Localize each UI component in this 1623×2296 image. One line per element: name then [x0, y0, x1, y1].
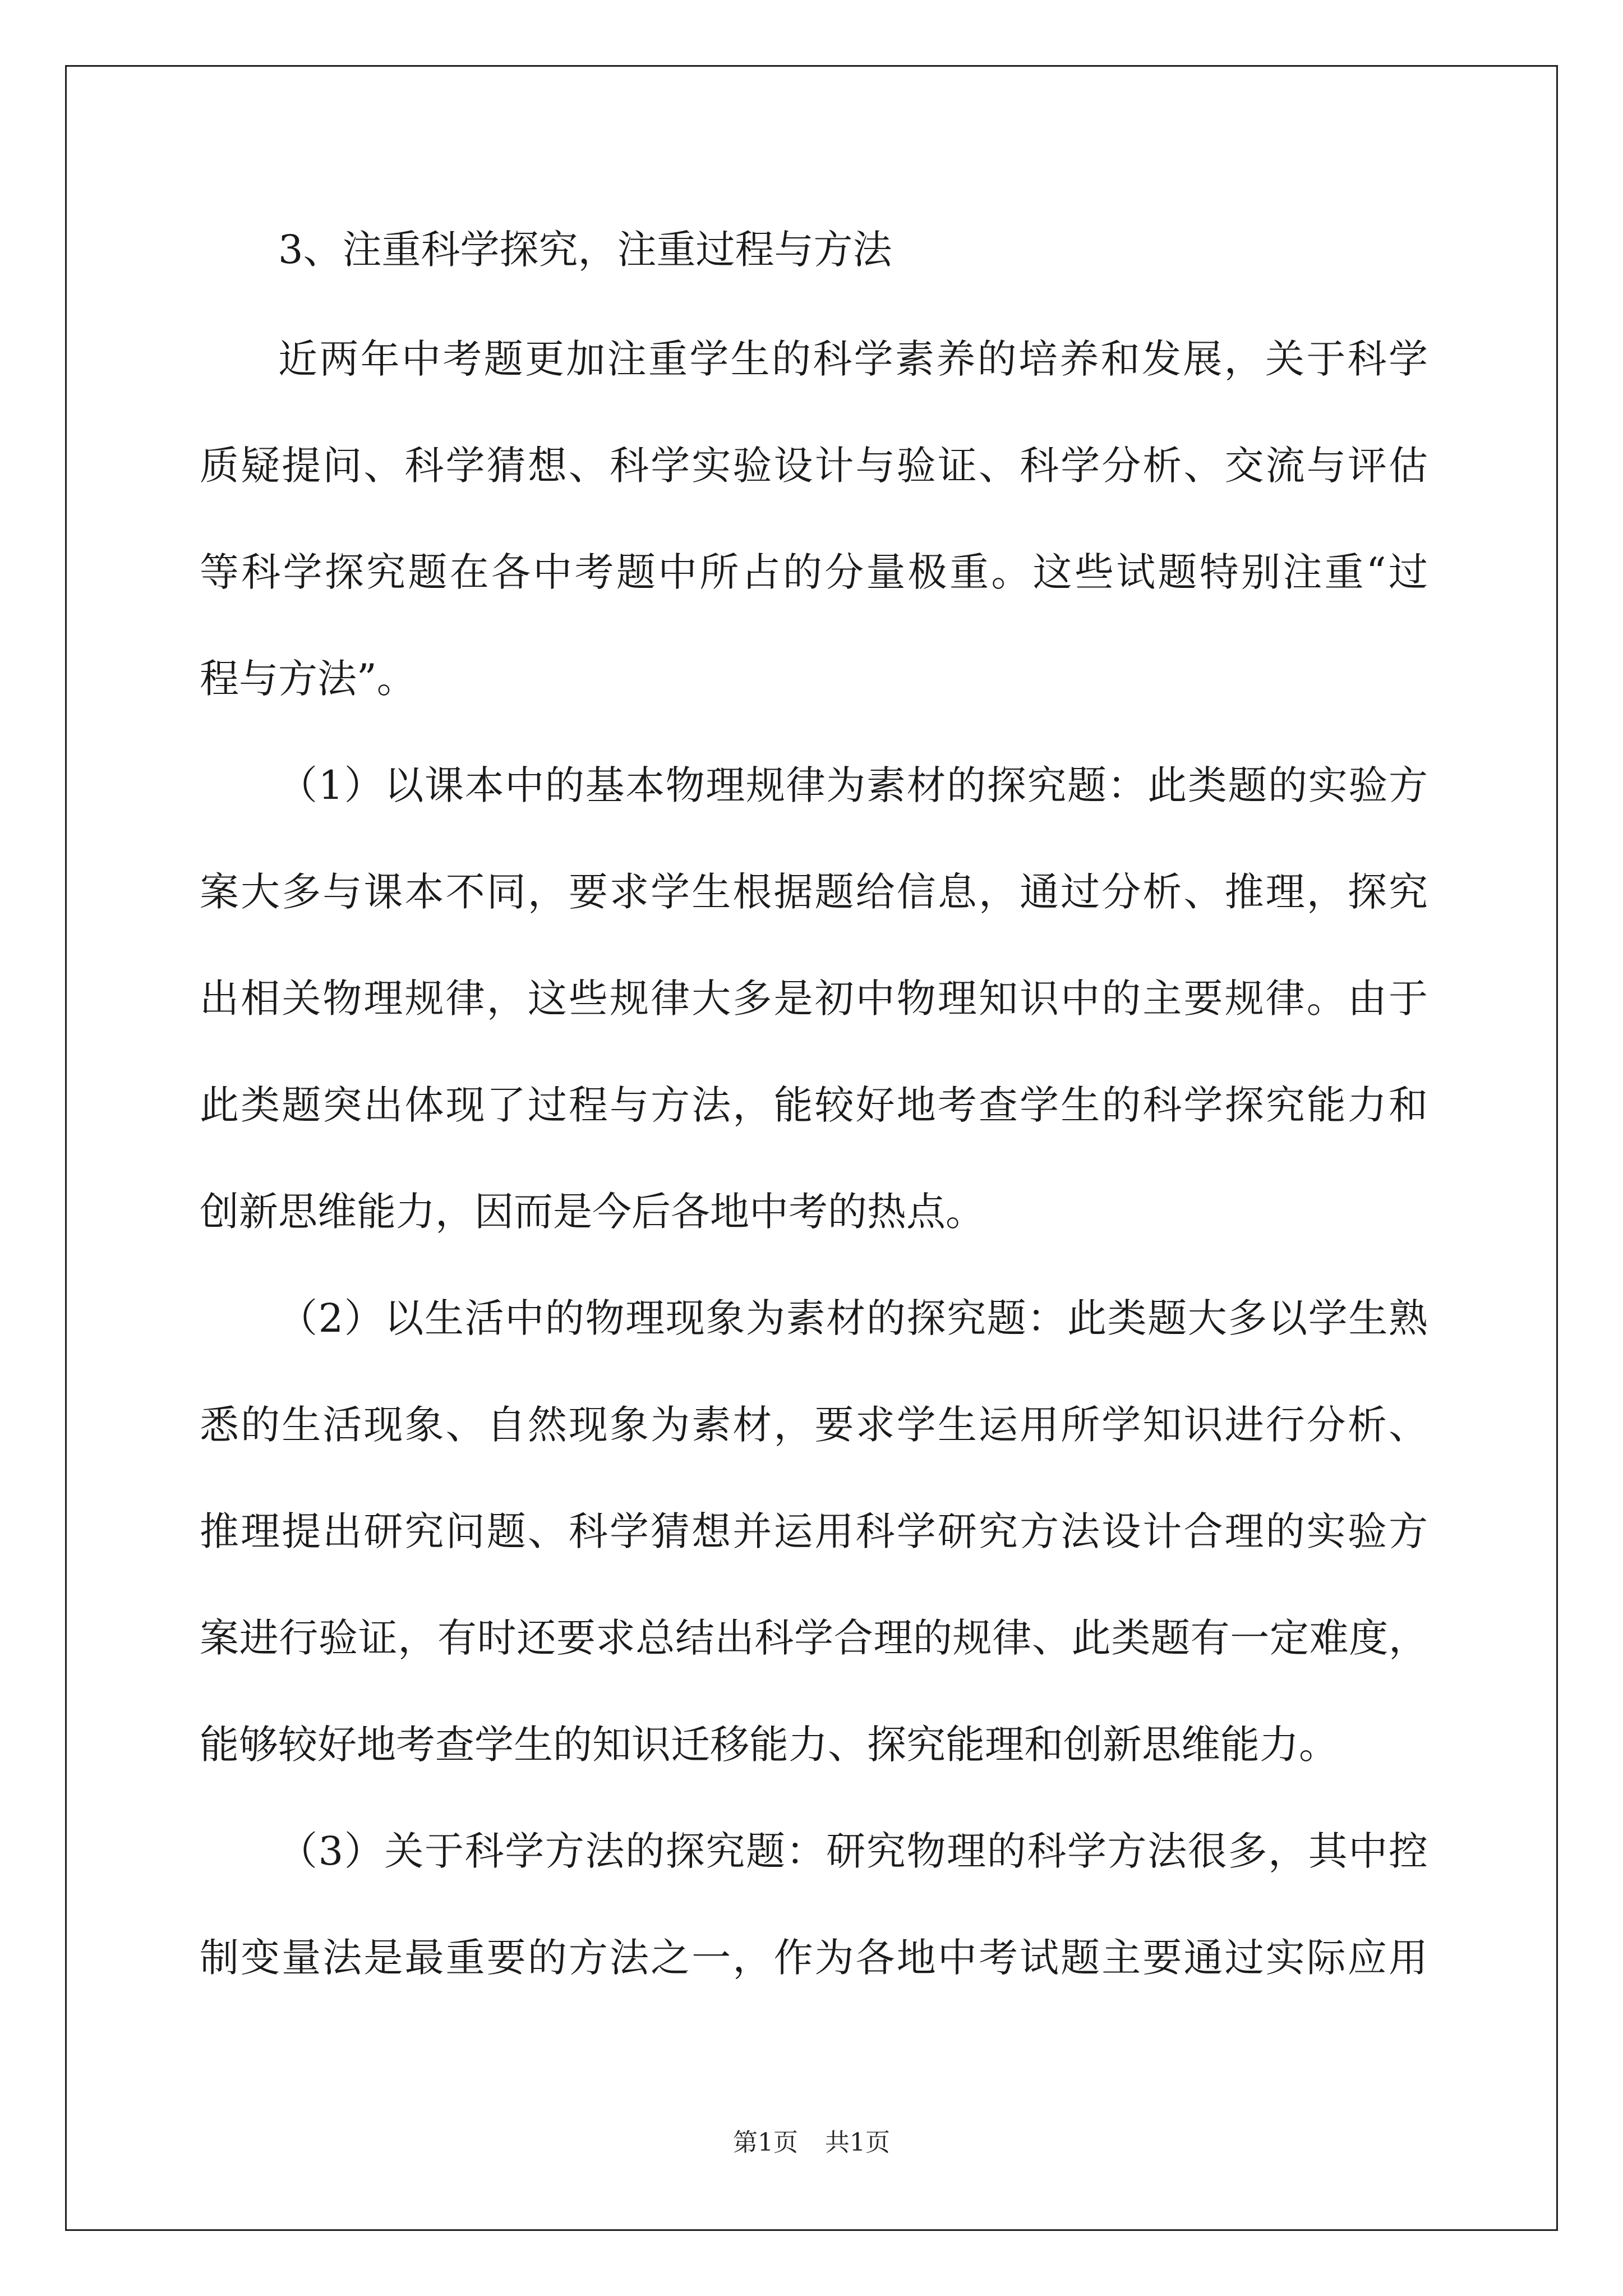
- paragraph-line: 此类题突出体现了过程与方法，能较好地考查学生的科学探究能力和: [200, 1082, 1428, 1128]
- paragraph-line: 悉的生活现象、自然现象为素材，要求学生运用所学知识进行分析、: [200, 1402, 1428, 1448]
- section-heading: 3、注重科学探究，注重过程与方法: [278, 227, 892, 273]
- paragraph-line: 创新思维能力，因而是今后各地中考的热点。: [200, 1189, 985, 1235]
- paragraph-line: 案进行验证，有时还要求总结出科学合理的规律、此类题有一定难度，: [200, 1615, 1428, 1661]
- page-total: 共1页: [825, 2128, 890, 2157]
- paragraph-line: （1）以课本中的基本物理规律为素材的探究题：此类题的实验方: [278, 762, 1428, 808]
- paragraph-line: 质疑提问、科学猜想、科学实验设计与验证、科学分析、交流与评估: [200, 443, 1428, 489]
- paragraph-line: 制变量法是最重要的方法之一，作为各地中考试题主要通过实际应用: [200, 1935, 1428, 1981]
- paragraph-line: 推理提出研究问题、科学猜想并运用科学研究方法设计合理的实验方: [200, 1508, 1428, 1554]
- page-footer: [0, 2126, 1623, 2160]
- paragraph-line: （3）关于科学方法的探究题：研究物理的科学方法很多，其中控: [278, 1828, 1428, 1874]
- paragraph-line: 能够较好地考查学生的知识迁移能力、探究能理和创新思维能力。: [200, 1722, 1338, 1768]
- paragraph-line: 等科学探究题在各中考题中所占的分量极重。这些试题特别注重“过: [200, 549, 1428, 595]
- page-number: 第1页: [733, 2128, 798, 2157]
- paragraph-line: 出相关物理规律，这些规律大多是初中物理知识中的主要规律。由于: [200, 976, 1428, 1022]
- paragraph-line: （2）以生活中的物理现象为素材的探究题：此类题大多以学生熟: [278, 1295, 1428, 1341]
- paragraph-line: 案大多与课本不同，要求学生根据题给信息，通过分析、推理，探究: [200, 869, 1428, 915]
- paragraph-line: 程与方法”。: [200, 656, 416, 702]
- paragraph-line: 近两年中考题更加注重学生的科学素养的培养和发展，关于科学: [278, 336, 1428, 382]
- page-border: [65, 65, 1558, 2231]
